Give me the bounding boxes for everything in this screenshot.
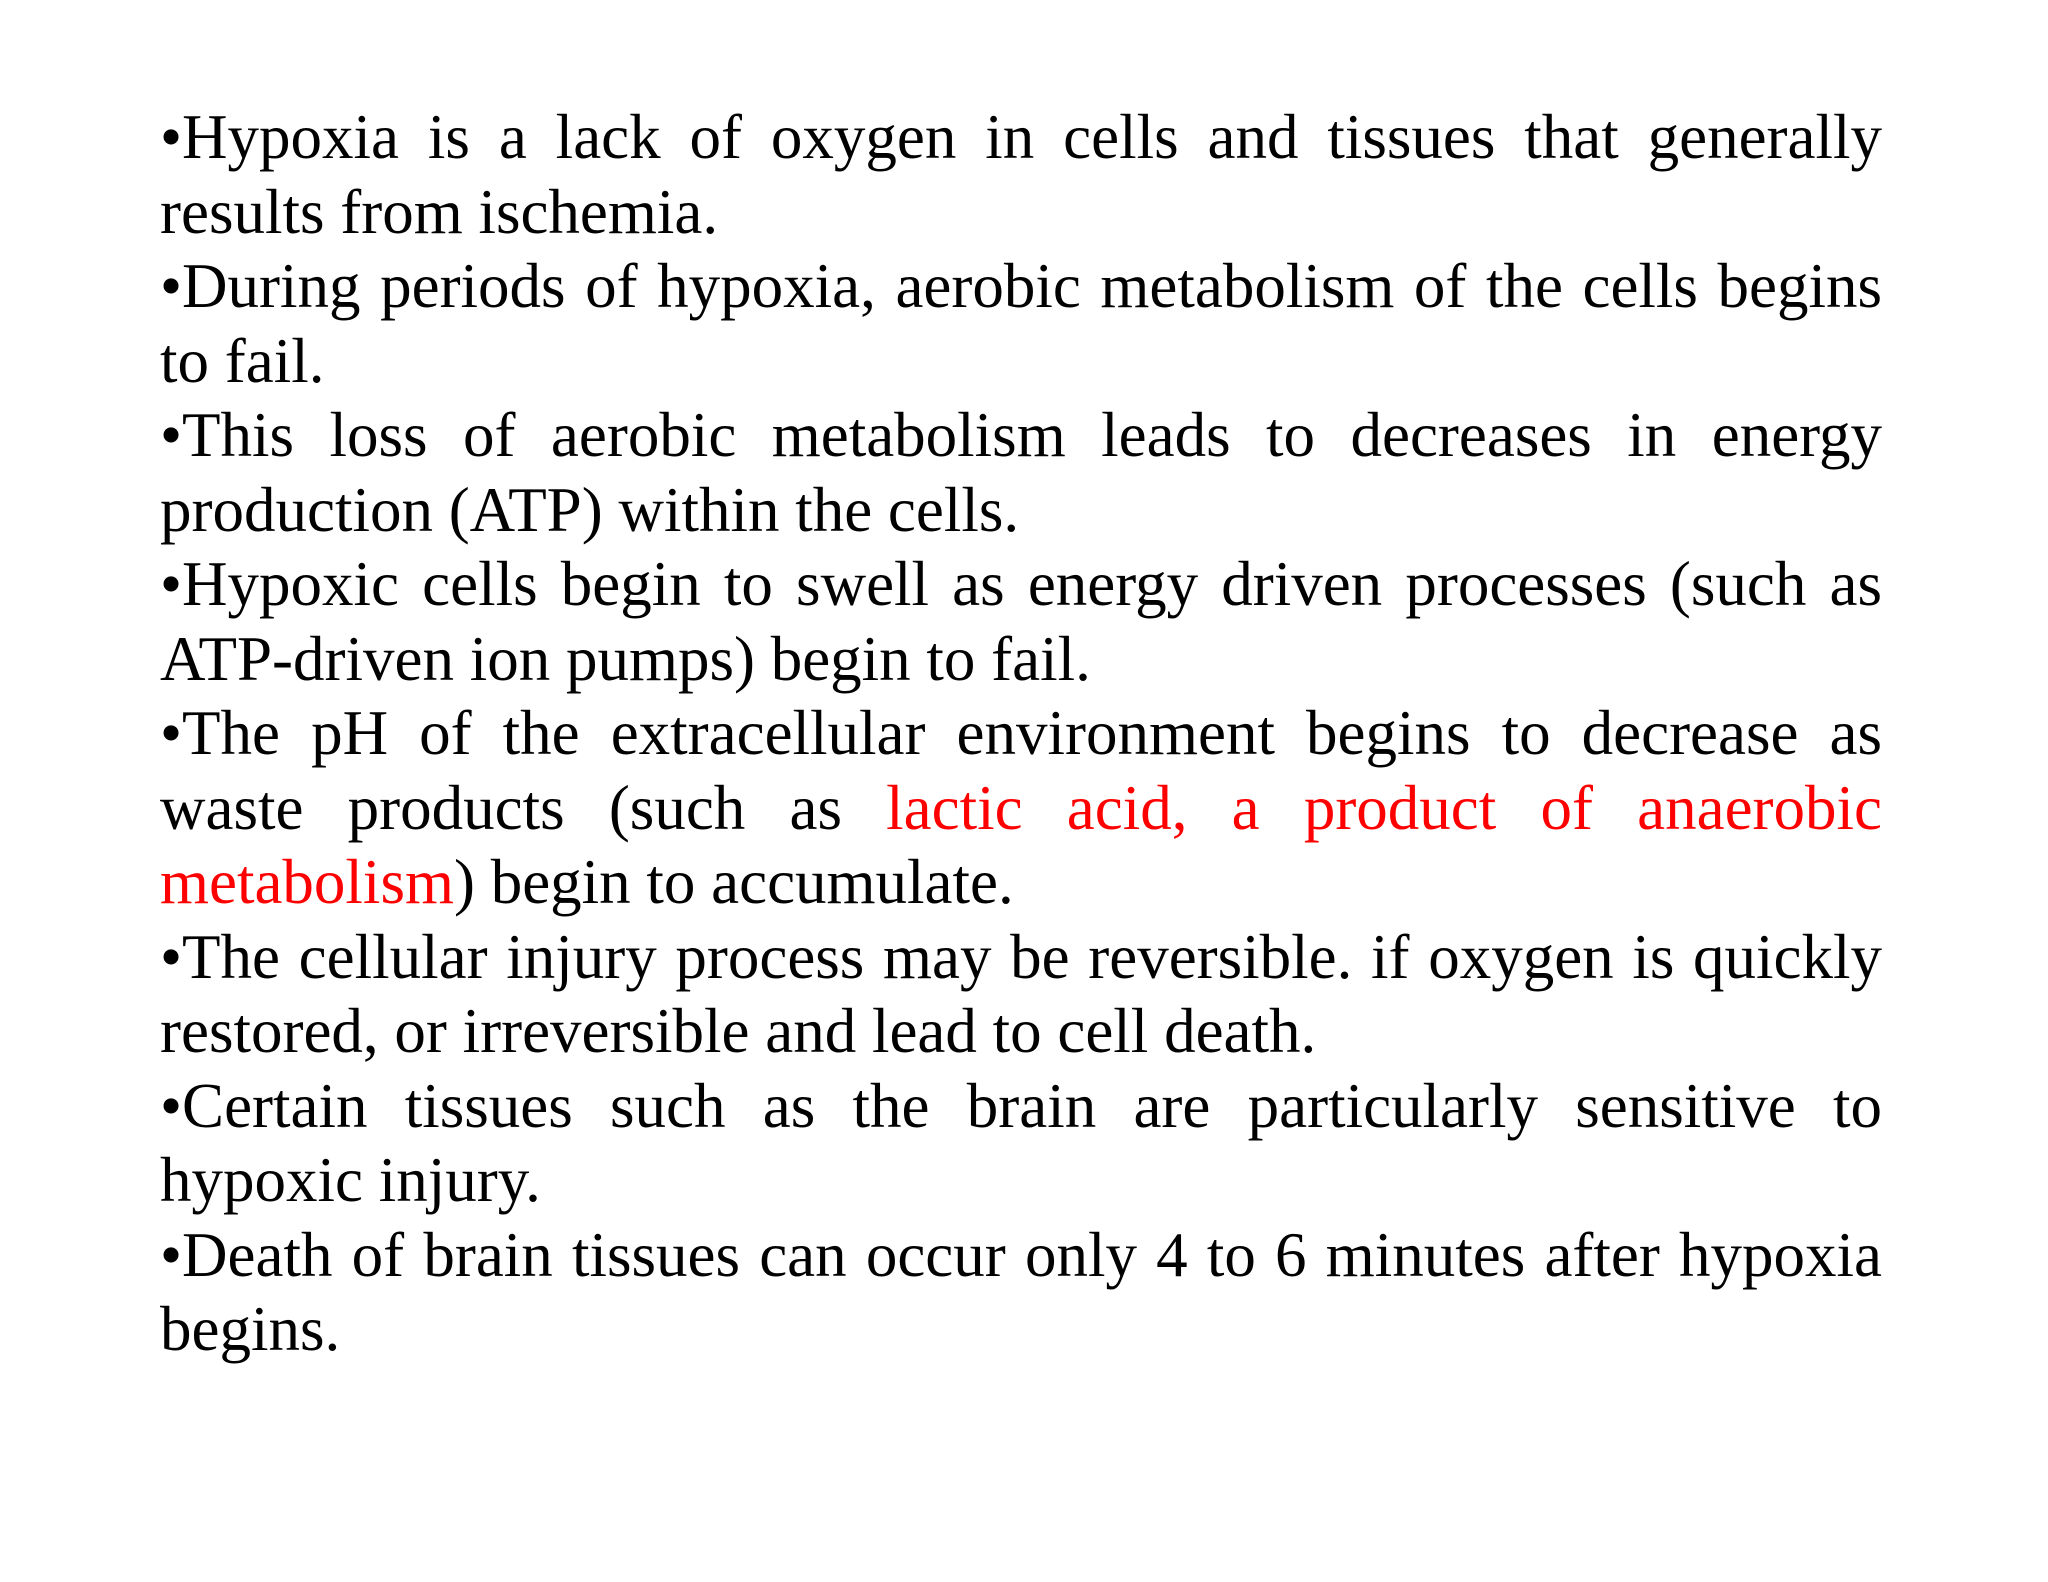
bullet-ph-text-after: ) begin to accumulate. [453, 847, 1014, 917]
bullet-ph-highlight: lactic acid, a product of anaerobic metabolism [160, 772, 1883, 917]
bullet-list [160, 100, 1882, 1367]
bullet-brain-death: •Death of brain tissues can occur only 4 to 6 minutes after hypoxia begins. [160, 1219, 1882, 1364]
bullet-ph-text-before: •The pH of the extracellular environment begins to decrease as waste products (such as [160, 698, 1882, 843]
bullet-sensitive-tissues: •Certain tissues such as the brain are particularly sensitive to hypoxic injury. [160, 1070, 1882, 1215]
bullet-energy-production: •This loss of aerobic metabolism leads to decreases in energy production (ATP) within the cells. [160, 400, 1882, 545]
bullet-hypoxia-definition: •Hypoxia is a lack of oxygen in cells and tissues that generally results from ischemia. [160, 102, 1882, 247]
bullet-reversible-injury: •The cellular injury process may be reversible. if oxygen is quickly restored, or irreversible and lead to cell death. [160, 921, 1882, 1066]
bullet-aerobic-metabolism-fails: •During periods of hypoxia, aerobic metabolism of the cells begins to fail. [160, 251, 1882, 396]
bullet-ph-decrease [160, 696, 1882, 920]
bullet-cells-swell: •Hypoxic cells begin to swell as energy driven processes (such as ATP-driven ion pumps) begin to fail. [160, 549, 1882, 694]
